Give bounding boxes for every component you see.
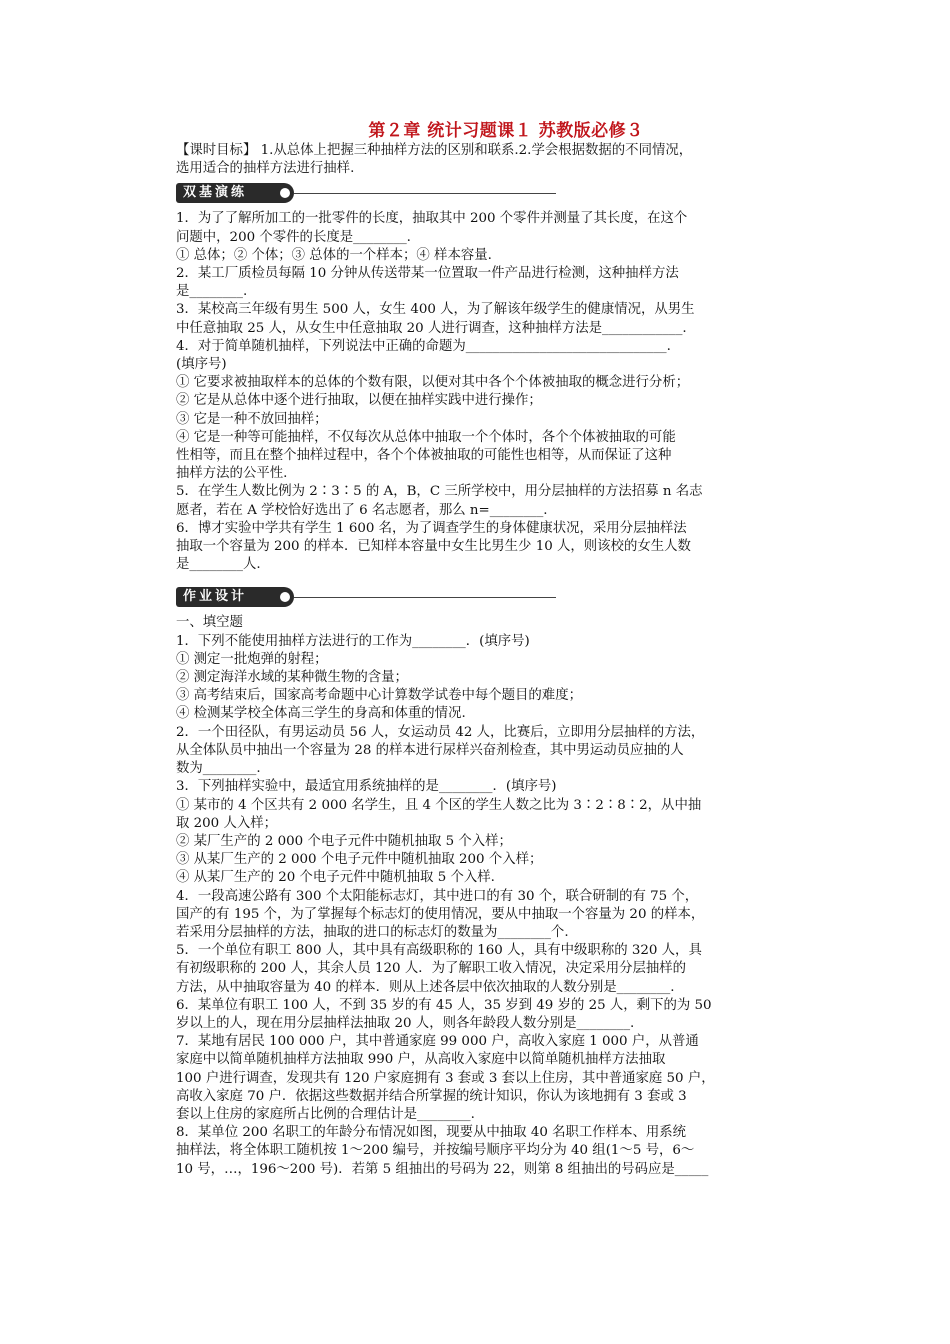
text-line: 6．某单位有职工 100 人，不到 35 岁的有 45 人，35 岁到 49 岁的 25 人，剩下的为 50	[176, 997, 712, 1013]
text-line: 抽取一个容量为 200 的样本．已知样本容量中女生比男生少 10 人，则该校的女生人数	[176, 539, 691, 555]
text-line: 从全体队员中抽出一个容量为 28 的样本进行尿样兴奋剂检查，其中男运动员应抽的人	[176, 742, 684, 758]
text-line: 2．某工厂质检员每隔 10 分钟从传送带某一位置取一件产品进行检测，这种抽样方法	[176, 266, 679, 282]
text-line: ④ 从某厂生产的 20 个电子元件中随机抽取 5 个入样.	[176, 870, 495, 886]
text-line: 3．某校高三年级有男生 500 人，女生 400 人，为了解该年级学生的健康情况，从男生	[176, 302, 695, 318]
text-line: ② 测定海洋水域的某种微生物的含量；	[176, 670, 408, 686]
objective-line: 选用适合的抽样方法进行抽样.	[176, 161, 355, 177]
text-line: 4．对于简单随机抽样，下列说法中正确的命题为______________________________.	[176, 338, 671, 354]
text-line: 取 200 人入样；	[176, 815, 278, 831]
text-line: 性相等，而且在整个抽样过程中，各个个体被抽取的可能性也相等，从而保证了这种	[176, 448, 672, 464]
section-pill	[176, 587, 294, 607]
text-line: 3．下列抽样实验中，最适宜用系统抽样的是________．(填序号)	[176, 779, 557, 795]
text-line: 是________人.	[176, 557, 261, 573]
text-line: 高收入家庭 70 户．依据这些数据并结合所掌握的统计知识，你认为该地拥有 3 套或 3	[176, 1088, 687, 1104]
section-header-homework	[176, 585, 816, 609]
text-line: 4．一段高速公路有 300 个太阳能标志灯，其中进口的有 30 个，联合研制的有 75 个，	[176, 888, 699, 904]
text-line: 100 户进行调查，发现共有 120 户家庭拥有 3 套或 3 套以上住房，其中普通家庭 50 户，	[176, 1070, 715, 1086]
text-line: (填序号)	[176, 357, 227, 373]
text-line: ① 它要求被抽取样本的总体的个数有限，以便对其中各个个体被抽取的概念进行分析；	[176, 375, 690, 391]
text-line: ① 测定一批炮弹的射程；	[176, 651, 328, 667]
text-line: ② 某厂生产的 2 000 个电子元件中随机抽取 5 个入样；	[176, 833, 512, 849]
text-line: 国产的有 195 个，为了掌握每个标志灯的使用情况，要从中抽取一个容量为 20 的样本，	[176, 906, 705, 922]
text-line: 10 号，…，196～200 号)．若第 5 组抽出的号码为 22，则第 8 组抽出的号码应是_____	[176, 1161, 709, 1177]
text-line: 2．一个田径队，有男运动员 56 人，女运动员 42 人，比赛后，立即用分层抽样的方法，	[176, 724, 705, 740]
text-line: 5．在学生人数比例为 2∶3∶5 的 A，B，C 三所学校中，用分层抽样的方法招募 n 名志	[176, 484, 703, 500]
text-line: 1．为了了解所加工的一批零件的长度，抽取其中 200 个零件并测量了其长度，在这个	[176, 211, 688, 227]
text-line: ③ 它是一种不放回抽样；	[176, 411, 328, 427]
section-pill	[176, 183, 294, 203]
text-line: 岁以上的人，现在用分层抽样法抽取 20 人，则各年龄段人数分别是________.	[176, 1015, 635, 1031]
section-label: 作业设计	[183, 589, 248, 605]
text-line: 套以上住房的家庭所占比例的合理估计是________.	[176, 1106, 475, 1122]
text-line: 中任意抽取 25 人，从女生中任意抽取 20 人进行调查，这种抽样方法是____________.	[176, 320, 687, 336]
objective-line: 【课时目标】 1.从总体上把握三种抽样方法的区别和联系.2.学会根据数据的不同情况，	[176, 143, 693, 158]
text-line: 5．一个单位有职工 800 人，其中具有高级职称的 160 人，具有中级职称的 320 人，具	[176, 943, 702, 959]
section-header-basic-practice	[176, 181, 816, 205]
circle-dot-icon	[280, 592, 290, 602]
section-label: 双基演练	[183, 185, 248, 201]
text-line: ② 它是从总体中逐个进行抽取，以便在抽样实践中进行操作；	[176, 393, 542, 409]
text-line: 数为________.	[176, 761, 261, 777]
text-line: 7．某地有居民 100 000 户，其中普通家庭 99 000 户，高收入家庭 1 000 户，从普通	[176, 1034, 699, 1050]
text-line: 8．某单位 200 名职工的年龄分布情况如图，现要从中抽取 40 名职工作样本、用系统	[176, 1125, 687, 1141]
text-line: ③ 高考结束后，国家高考命题中心计算数学试卷中每个题目的难度；	[176, 688, 582, 704]
basic-practice-questions	[176, 210, 816, 574]
text-line: 一、填空题	[176, 615, 243, 631]
text-line: 1．下列不能使用抽样方法进行的工作为________．(填序号)	[176, 633, 530, 649]
page-title: 第２章 统计习题课１ 苏教版必修３	[368, 121, 644, 141]
text-line: 问题中，200 个零件的长度是________.	[176, 229, 411, 245]
section-rule	[294, 597, 556, 598]
text-line: 6．博才实验中学共有学生 1 600 名，为了调查学生的身体健康状况，采用分层抽样法	[176, 520, 687, 536]
learning-objectives	[176, 142, 816, 178]
text-line: 若采用分层抽样的方法，抽取的进口的标志灯的数量为________个.	[176, 924, 569, 940]
text-line: ① 总体；② 个体；③ 总体的一个样本；④ 样本容量.	[176, 247, 492, 263]
text-line: 家庭中以简单随机抽样方法抽取 990 户，从高收入家庭中以简单随机抽样方法抽取	[176, 1052, 666, 1068]
text-line: 有初级职称的 200 人，其余人员 120 人．为了解职工收入情况，决定采用分层抽样的	[176, 961, 687, 977]
text-line: 抽样方法的公平性.	[176, 466, 288, 482]
text-line: ③ 从某厂生产的 2 000 个电子元件中随机抽取 200 个入样；	[176, 852, 543, 868]
text-line: ① 某市的 4 个区共有 2 000 名学生，且 4 个区的学生人数之比为 3∶2∶8∶2，从中抽	[176, 797, 702, 813]
section-rule	[294, 193, 556, 194]
text-line: ④ 检测某学校全体高三学生的身高和体重的情况.	[176, 706, 466, 722]
text-line: 抽样法，将全体职工随机按 1～200 编号，并按编号顺序平均分为 40 组(1～5 号，6～	[176, 1143, 695, 1159]
text-line: ④ 它是一种等可能抽样，不仅每次从总体中抽取一个个体时，各个个体被抽取的可能	[176, 429, 676, 445]
circle-dot-icon	[280, 188, 290, 198]
text-line: 方法，从中抽取容量为 40 的样本．则从上述各层中依次抽取的人数分别是________.	[176, 979, 675, 995]
text-line: 是________.	[176, 284, 248, 300]
document-page	[176, 120, 816, 1179]
text-line: 愿者，若在 A 学校恰好选出了 6 名志愿者，那么 n=________.	[176, 502, 548, 518]
homework-questions	[176, 614, 816, 1178]
